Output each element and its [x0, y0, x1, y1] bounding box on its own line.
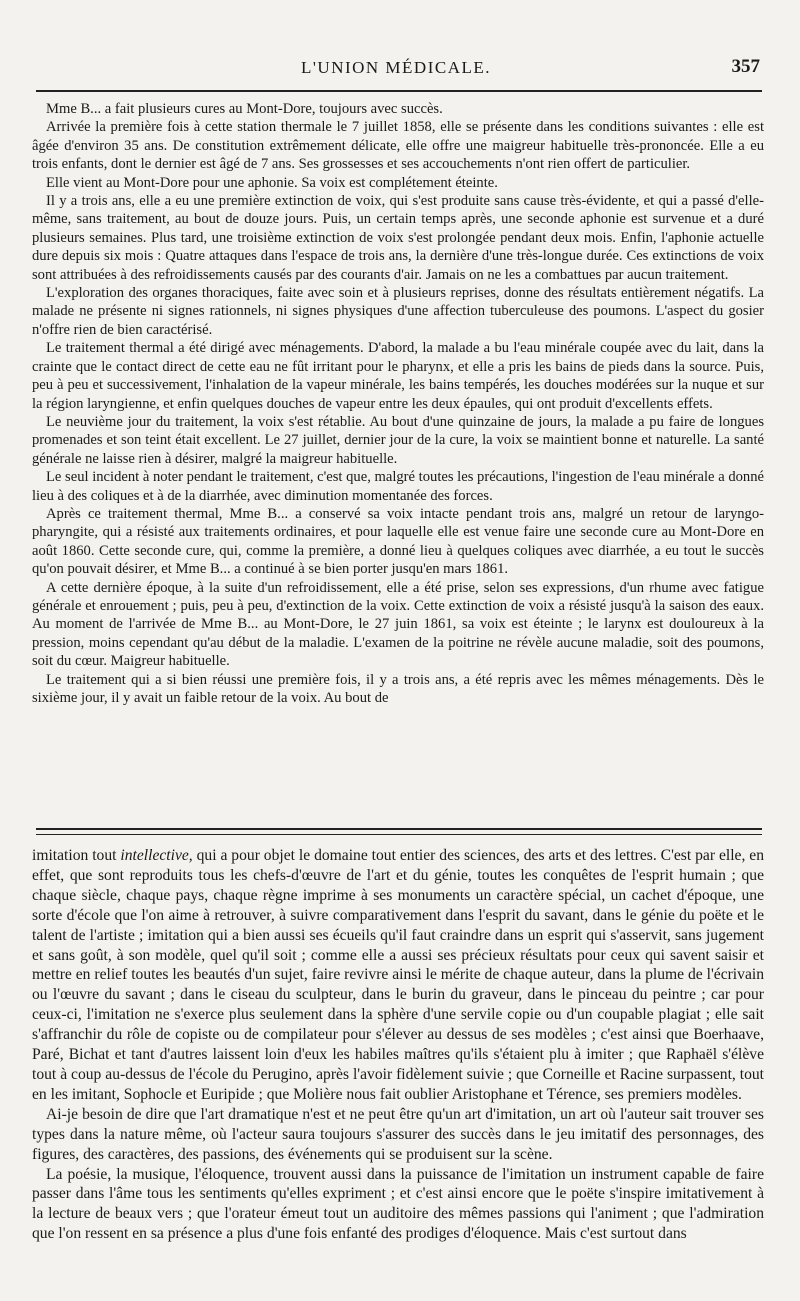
paragraph: Ai-je besoin de dire que l'art dramatique n'est et ne peut être qu'un art d'imitation, un art où l'auteur sait trouver ses types dans la nature même, où l'acteur saura toujours s'assurer des succès dans le jeu imitatif des personnages, des figures, des caractères, des passions, des événements qui se produisent sur la scène.: [32, 1105, 764, 1163]
paragraph: A cette dernière époque, à la suite d'un refroidissement, elle a été prise, selon ses expressions, d'un rhume avec fatigue générale et enrouement ; puis, peu à peu, d'extinction de la voix. Cette extinction de voix a résisté jusqu'à la saison des eaux. Au moment de l'arrivée de Mme B... au Mont-Dore, le 27 juin 1861, sa voix est éteinte ; le larynx est douloureux à la pression, moins cependant qu'au début de la maladie. L'examen de la poitrine ne révèle aucune maladie, soit des poumons, soit du cœur. Maigreur habituelle.: [32, 579, 764, 670]
paragraph: Le seul incident à noter pendant le traitement, c'est que, malgré toutes les précautions, l'ingestion de l'eau minérale a donné lieu à des coliques et à de la diarrhée, avec diminution momentanée des forces.: [32, 469, 764, 504]
feuilleton-divider: [36, 828, 762, 835]
paragraph: Arrivée la première fois à cette station thermale le 7 juillet 1858, elle se présente dans les conditions suivantes : elle est âgée d'environ 35 ans. De constitution extrêmement délicate, elle offre une maigreur habituelle très-prononcée. Elle a eu trois enfants, dont le dernier est âgé de 7 ans. Ses grossesses et ses accouchements n'ont rien offert de particulier.: [32, 119, 764, 173]
paragraph: Le neuvième jour du traitement, la voix s'est rétablie. Au bout d'une quinzaine de jours, la malade a pu faire de longues promenades et son teint était excellent. Le 27 juillet, dernier jour de la cure, la voix se maintient bonne et naturelle. La santé générale ne laisse rien à désirer, malgré la maigreur habituelle.: [32, 413, 764, 467]
paragraph: Mme B... a fait plusieurs cures au Mont-Dore, toujours avec succès.: [46, 101, 443, 117]
paragraph: La poésie, la musique, l'éloquence, trouvent aussi dans la puissance de l'imitation un instrument capable de faire passer dans l'âme tous les sentiments qu'elles expriment ; et c'est ainsi encore que le poëte s'inspire imitativement à la lecture de beaux vers ; que l'orateur émeut tout un auditoire des mêmes passions qui l'animent ; que l'admiration que l'on ressent en sa présence a plus d'une fois enfanté des prodiges d'éloquence. Mais c'est surtout dans: [32, 1165, 764, 1243]
feuilleton: [32, 846, 764, 1244]
page-number: 357: [731, 56, 760, 77]
journal-title: L'UNION MÉDICALE.: [300, 58, 492, 77]
paragraph: [32, 846, 764, 1105]
header-rule: [36, 90, 762, 92]
page-header: [32, 58, 760, 84]
italic-term: intellective,: [120, 847, 193, 864]
text-run: qui a pour objet le domaine tout entier des sciences, des arts et des lettres. C'est par elle, en effet, que sont reproduits tous les chefs-d'œuvre de l'art et du génie, toutes les conquêtes de l'esprit humain ; que chaque siècle, chaque pays, chaque règne imprime à ses monuments un caractère spécial, un cachet d'époque, une sorte d'école que l'on aime à retrouver, à suivre comparativement dans l'esprit du savant, dans le génie du poëte et le talent de l'artiste ; imitation qui a bien aussi ses écueils qu'il faut craindre dans un esprit qui s'asservit, sans jugement et sans goût, à son modèle, quel qu'il soit ; comme elle a aussi ses précieux résultats pour ceux qui savent saisir et mettre en relief toutes les beautés d'un sujet, faire revivre ainsi le mérite de chaque auteur, dans la plume de l'écrivain ou l'œuvre du savant ; dans le ciseau du sculpteur, dans le burin du graveur, dans le pinceau du peintre ; car pour ceux-ci, l'imitation ne s'exerce plus seulement dans la sphère d'une servile copie ou d'un coupable plagiat ; elle sait s'affranchir du rôle de copiste ou de compilateur pour s'élever au dessus de ses modèles ; c'est ainsi que Boerhaave, Paré, Bichat et tant d'autres laissent loin d'eux les habiles maîtres qu'ils s'étaient plu à imiter ; que Raphaël s'élève tout à coup au-dessus de l'école du Perugino, après l'avoir fidèlement suivie ; que Corneille et Racine surpassent, tout en les imitant, Sophocle et Euripide ; que Molière nous fait oublier Aristophane et Térence, ses premiers modèles.: [32, 847, 764, 1103]
paragraph: L'exploration des organes thoraciques, faite avec soin et à plusieurs reprises, donne des résultats entièrement négatifs. La malade ne présente ni signes rationnels, ni signes physiques d'une affection tuberculeuse des poumons. L'aspect du gosier n'offre rien de bien caractérisé.: [32, 285, 764, 338]
case-observation: [32, 100, 764, 707]
paragraph: Le traitement thermal a été dirigé avec ménagements. D'abord, la malade a bu l'eau minérale coupée avec du lait, dans la crainte que le contact direct de cette eau ne fût irritant pour le pharynx, et elle a pris les bains de pieds dans la source. Puis, peu à peu et successivement, l'inhalation de la vapeur minérale, les bains tempérés, les douches modérées sur la nuque et sur la région laryngienne, et enfin quelques douches de vapeur entre les deux épaules, qui ont produit d'excellents effets.: [32, 340, 764, 412]
paragraph: Le traitement qui a si bien réussi une première fois, il y a trois ans, a été repris avec les mêmes ménagements. Dès le sixième jour, il y avait un faible retour de la voix. Au bout de: [32, 671, 764, 706]
paragraph: Elle vient au Mont-Dore pour une aphonie. Sa voix est complétement éteinte.: [46, 174, 498, 191]
paragraph: Il y a trois ans, elle a eu une première extinction de voix, qui s'est produite sans cause très-évidente, et qui a passé d'elle-même, sans traitement, au bout de douze jours. Puis, un certain temps après, une seconde aphonie est survenue et a duré plusieurs semaines. Plus tard, une troisième extinction de voix s'est prolongée pendant deux mois. Enfin, l'aphonie actuelle dure depuis six mois : Quatre attaques dans l'espace de trois ans, la dernière d'une très-longue durée. Ces extinctions de voix sont attribuées à des refroidissements causés par des courants d'air. Jamais on ne les a combattues par aucun traitement.: [32, 193, 764, 283]
text-run: imitation tout: [32, 847, 121, 864]
paragraph: Après ce traitement thermal, Mme B... a conservé sa voix intacte pendant trois ans, malgré un retour de laryngo-pharyngite, qui a résisté aux traitements ordinaires, et pour laquelle elle est venue faire une seconde cure au Mont-Dore en août 1860. Cette seconde cure, qui, comme la première, a donné lieu à quelques coliques avec diarrhée, a eu tout le succès qu'on pouvait désirer, et Mme B... a continué à se bien porter jusqu'en mars 1861.: [32, 505, 764, 578]
